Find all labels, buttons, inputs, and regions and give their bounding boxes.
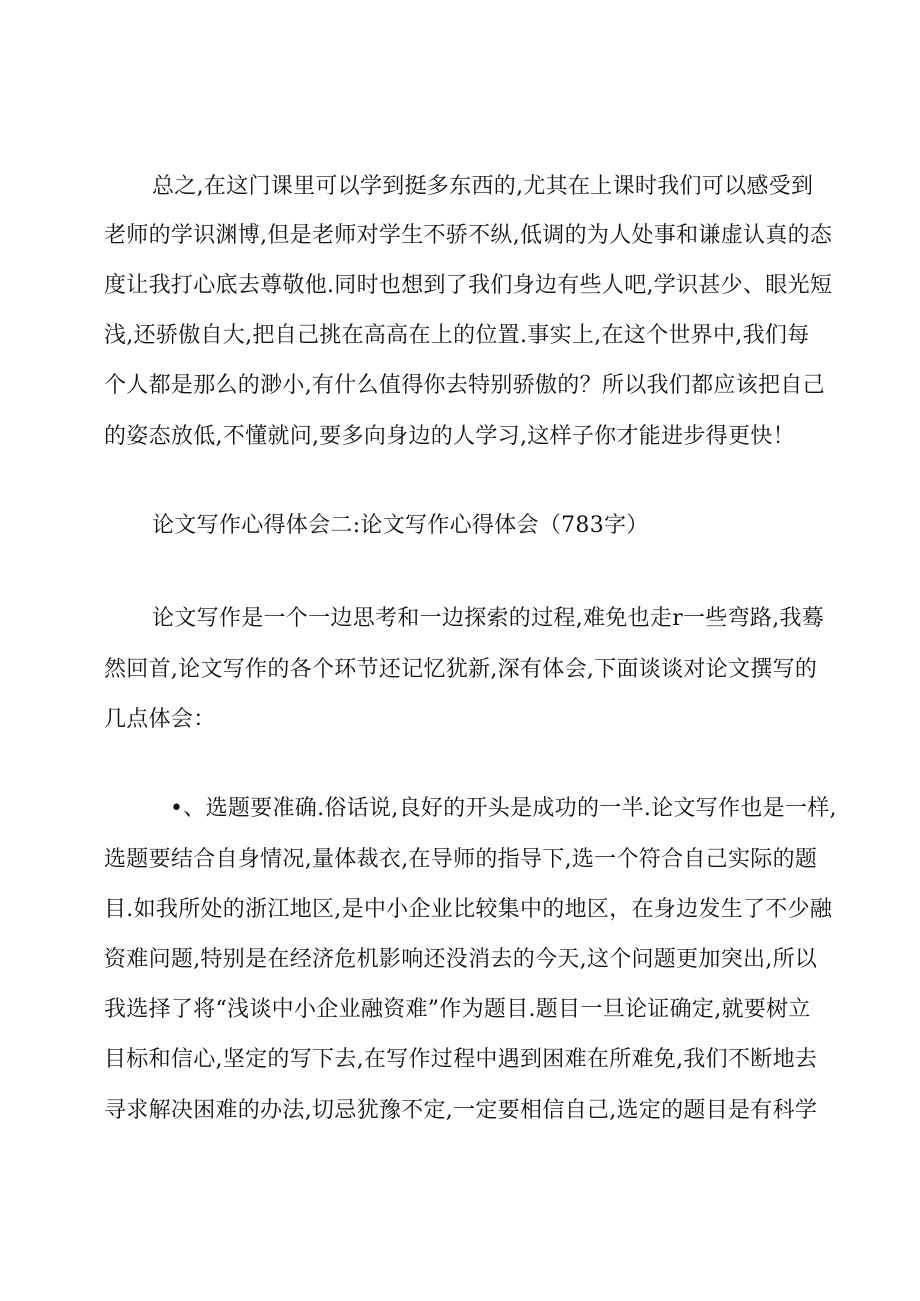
text-line: 的姿态放低,不懂就问,要多向身边的人学习,这样子你才能进步得更快！ — [104, 424, 795, 449]
text-line: 然回首,论文写作的各个环节还记忆犹新,深有体会,下面谈谈对论文撰写的 — [104, 657, 818, 682]
text-line: 论文写作是一个一边思考和一边探索的过程,难免也走r一些弯路,我蓦 — [152, 606, 825, 631]
text-line: 目.如我所处的浙江地区,是中小企业比较集中的地区，在身边发生了不少融 — [104, 897, 833, 922]
text-line: 总之,在这门课里可以学到挺多东西的,尤其在上课时我们可以感受到 — [152, 174, 814, 199]
text-line: 老师的学识渊博,但是老师对学生不骄不纵,低调的为人处事和谦虚认真的态 — [104, 223, 833, 248]
text-line: 我选择了将“浅谈中小企业融资难”作为题目.题目一旦论证确定,就要树立 — [104, 997, 811, 1022]
text-line: 个人都是那么的渺小,有什么值得你去特别骄傲的？所以我们都应该把自己 — [104, 373, 825, 398]
text-line: 选题要结合自身情况,量体裁衣,在导师的指导下,选一个符合自己实际的题 — [104, 847, 818, 872]
text-line: 度让我打心底去尊敬他.同时也想到了我们身边有些人吧,学识甚少、眼光短 — [104, 273, 833, 298]
section-heading: 论文写作心得体会二:论文写作心得体会（783字） — [152, 513, 649, 538]
text-line: 资难问题,特别是在经济危机影响还没消去的今天,这个问题更加突出,所以 — [104, 947, 818, 972]
text-line: •、选题要准确.俗话说,良好的开头是成功的一半.论文写作也是一样, — [170, 796, 837, 821]
text-line: 浅,还骄傲自大,把自己挑在高高在上的位置.事实上,在这个世界中,我们每 — [104, 323, 810, 348]
text-line: 目标和信心,坚定的写下去,在写作过程中遇到困难在所难免,我们不断地去 — [104, 1047, 818, 1072]
text-line: 寻求解决困难的办法,切忌犹豫不定,一定要相信自己,选定的题目是有科学 — [104, 1098, 818, 1123]
text-line: 几点体会： — [104, 707, 216, 732]
